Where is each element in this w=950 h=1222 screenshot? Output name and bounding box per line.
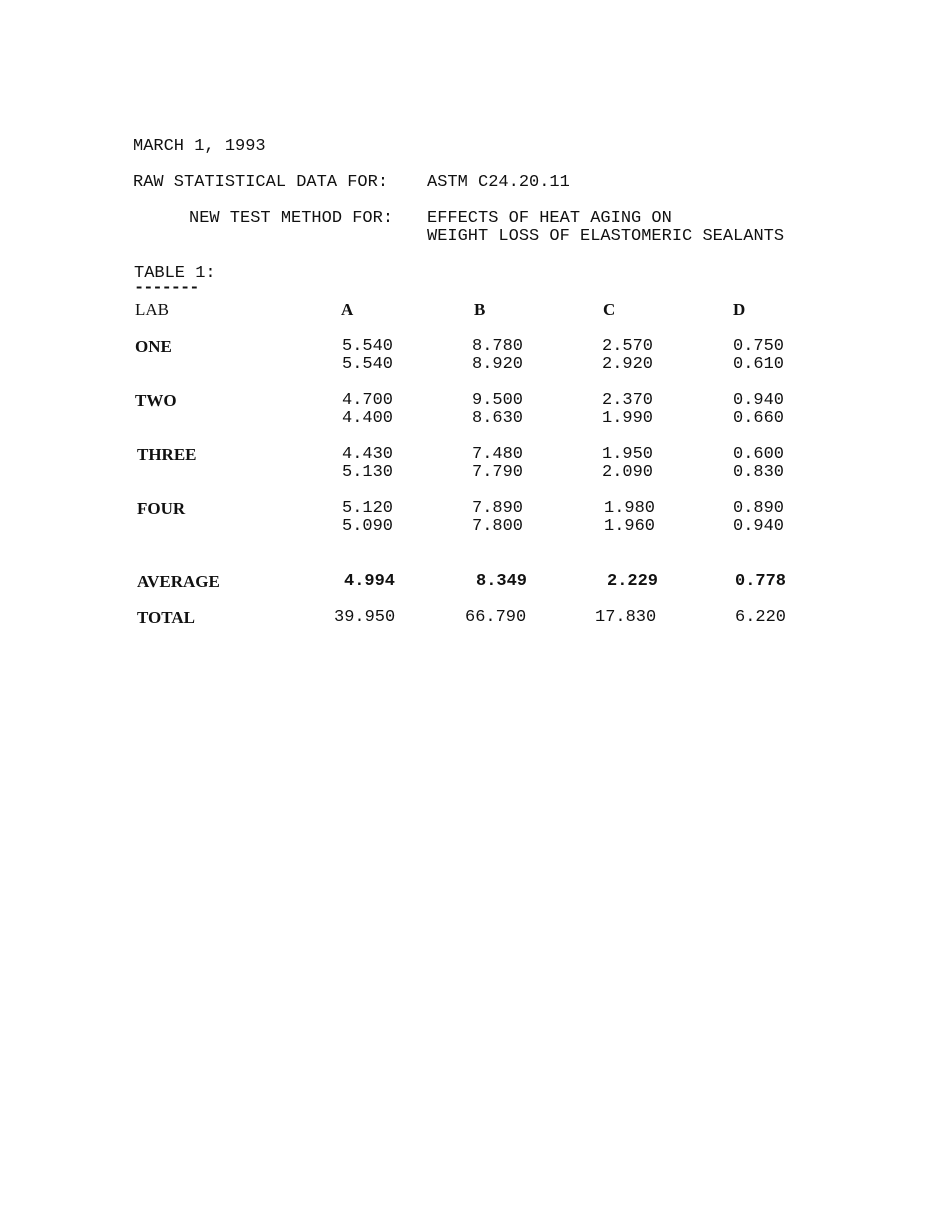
cell-value: 0.600 <box>733 445 785 464</box>
cell-value: 0.830 <box>733 463 785 482</box>
cell-value: 0.660 <box>733 409 785 428</box>
cell-value: 0.890 <box>733 499 785 518</box>
cell-value: 7.790 <box>472 463 524 482</box>
total-a: 39.950 <box>334 608 396 627</box>
cell-value: 1.980 <box>604 499 656 518</box>
cell-value: 0.750 <box>733 337 785 356</box>
cell-value: 7.800 <box>472 517 524 536</box>
cell-value: 7.480 <box>472 445 524 464</box>
average-d: 0.778 <box>735 572 787 591</box>
average-c: 2.229 <box>607 572 659 591</box>
cell-value: 1.960 <box>604 517 656 536</box>
lab-label: FOUR <box>137 499 186 518</box>
cell-value: 4.430 <box>342 445 394 464</box>
cell-value: 5.120 <box>342 499 394 518</box>
average-b: 8.349 <box>476 572 528 591</box>
test-method-label: NEW TEST METHOD FOR: <box>189 209 394 228</box>
table-title-underline: ------- <box>134 279 199 298</box>
lab-label: TWO <box>135 391 177 410</box>
total-b: 66.790 <box>465 608 527 627</box>
cell-value: 9.500 <box>472 391 524 410</box>
lab-label: ONE <box>135 337 172 356</box>
cell-value: 1.950 <box>602 445 654 464</box>
test-method-line-2: WEIGHT LOSS OF ELASTOMERIC SEALANTS <box>427 227 785 246</box>
average-label: AVERAGE <box>137 572 220 591</box>
cell-value: 0.610 <box>733 355 785 374</box>
cell-value: 4.400 <box>342 409 394 428</box>
average-a: 4.994 <box>344 572 396 591</box>
cell-value: 2.370 <box>602 391 654 410</box>
cell-value: 7.890 <box>472 499 524 518</box>
table-title: TABLE 1: <box>134 264 216 283</box>
cell-value: 0.940 <box>733 517 785 536</box>
cell-value: 4.700 <box>342 391 394 410</box>
cell-value: 2.920 <box>602 355 654 374</box>
column-header-b: B <box>474 300 486 319</box>
total-label: TOTAL <box>137 608 195 627</box>
column-header-c: C <box>603 300 616 319</box>
cell-value: 8.630 <box>472 409 524 428</box>
test-method-line-1: EFFECTS OF HEAT AGING ON <box>427 209 672 228</box>
cell-value: 5.130 <box>342 463 394 482</box>
column-header-d: D <box>733 300 746 319</box>
cell-value: 5.090 <box>342 517 394 536</box>
lab-label: THREE <box>137 445 197 464</box>
column-header-lab: LAB <box>135 300 169 319</box>
raw-data-value: ASTM C24.20.11 <box>427 173 570 192</box>
total-c: 17.830 <box>595 608 657 627</box>
raw-data-label: RAW STATISTICAL DATA FOR: <box>133 173 389 192</box>
cell-value: 8.780 <box>472 337 524 356</box>
column-header-a: A <box>341 300 354 319</box>
document-date: MARCH 1, 1993 <box>133 137 266 156</box>
cell-value: 0.940 <box>733 391 785 410</box>
cell-value: 8.920 <box>472 355 524 374</box>
cell-value: 5.540 <box>342 337 394 356</box>
cell-value: 5.540 <box>342 355 394 374</box>
cell-value: 1.990 <box>602 409 654 428</box>
cell-value: 2.090 <box>602 463 654 482</box>
cell-value: 2.570 <box>602 337 654 356</box>
total-d: 6.220 <box>735 608 787 627</box>
